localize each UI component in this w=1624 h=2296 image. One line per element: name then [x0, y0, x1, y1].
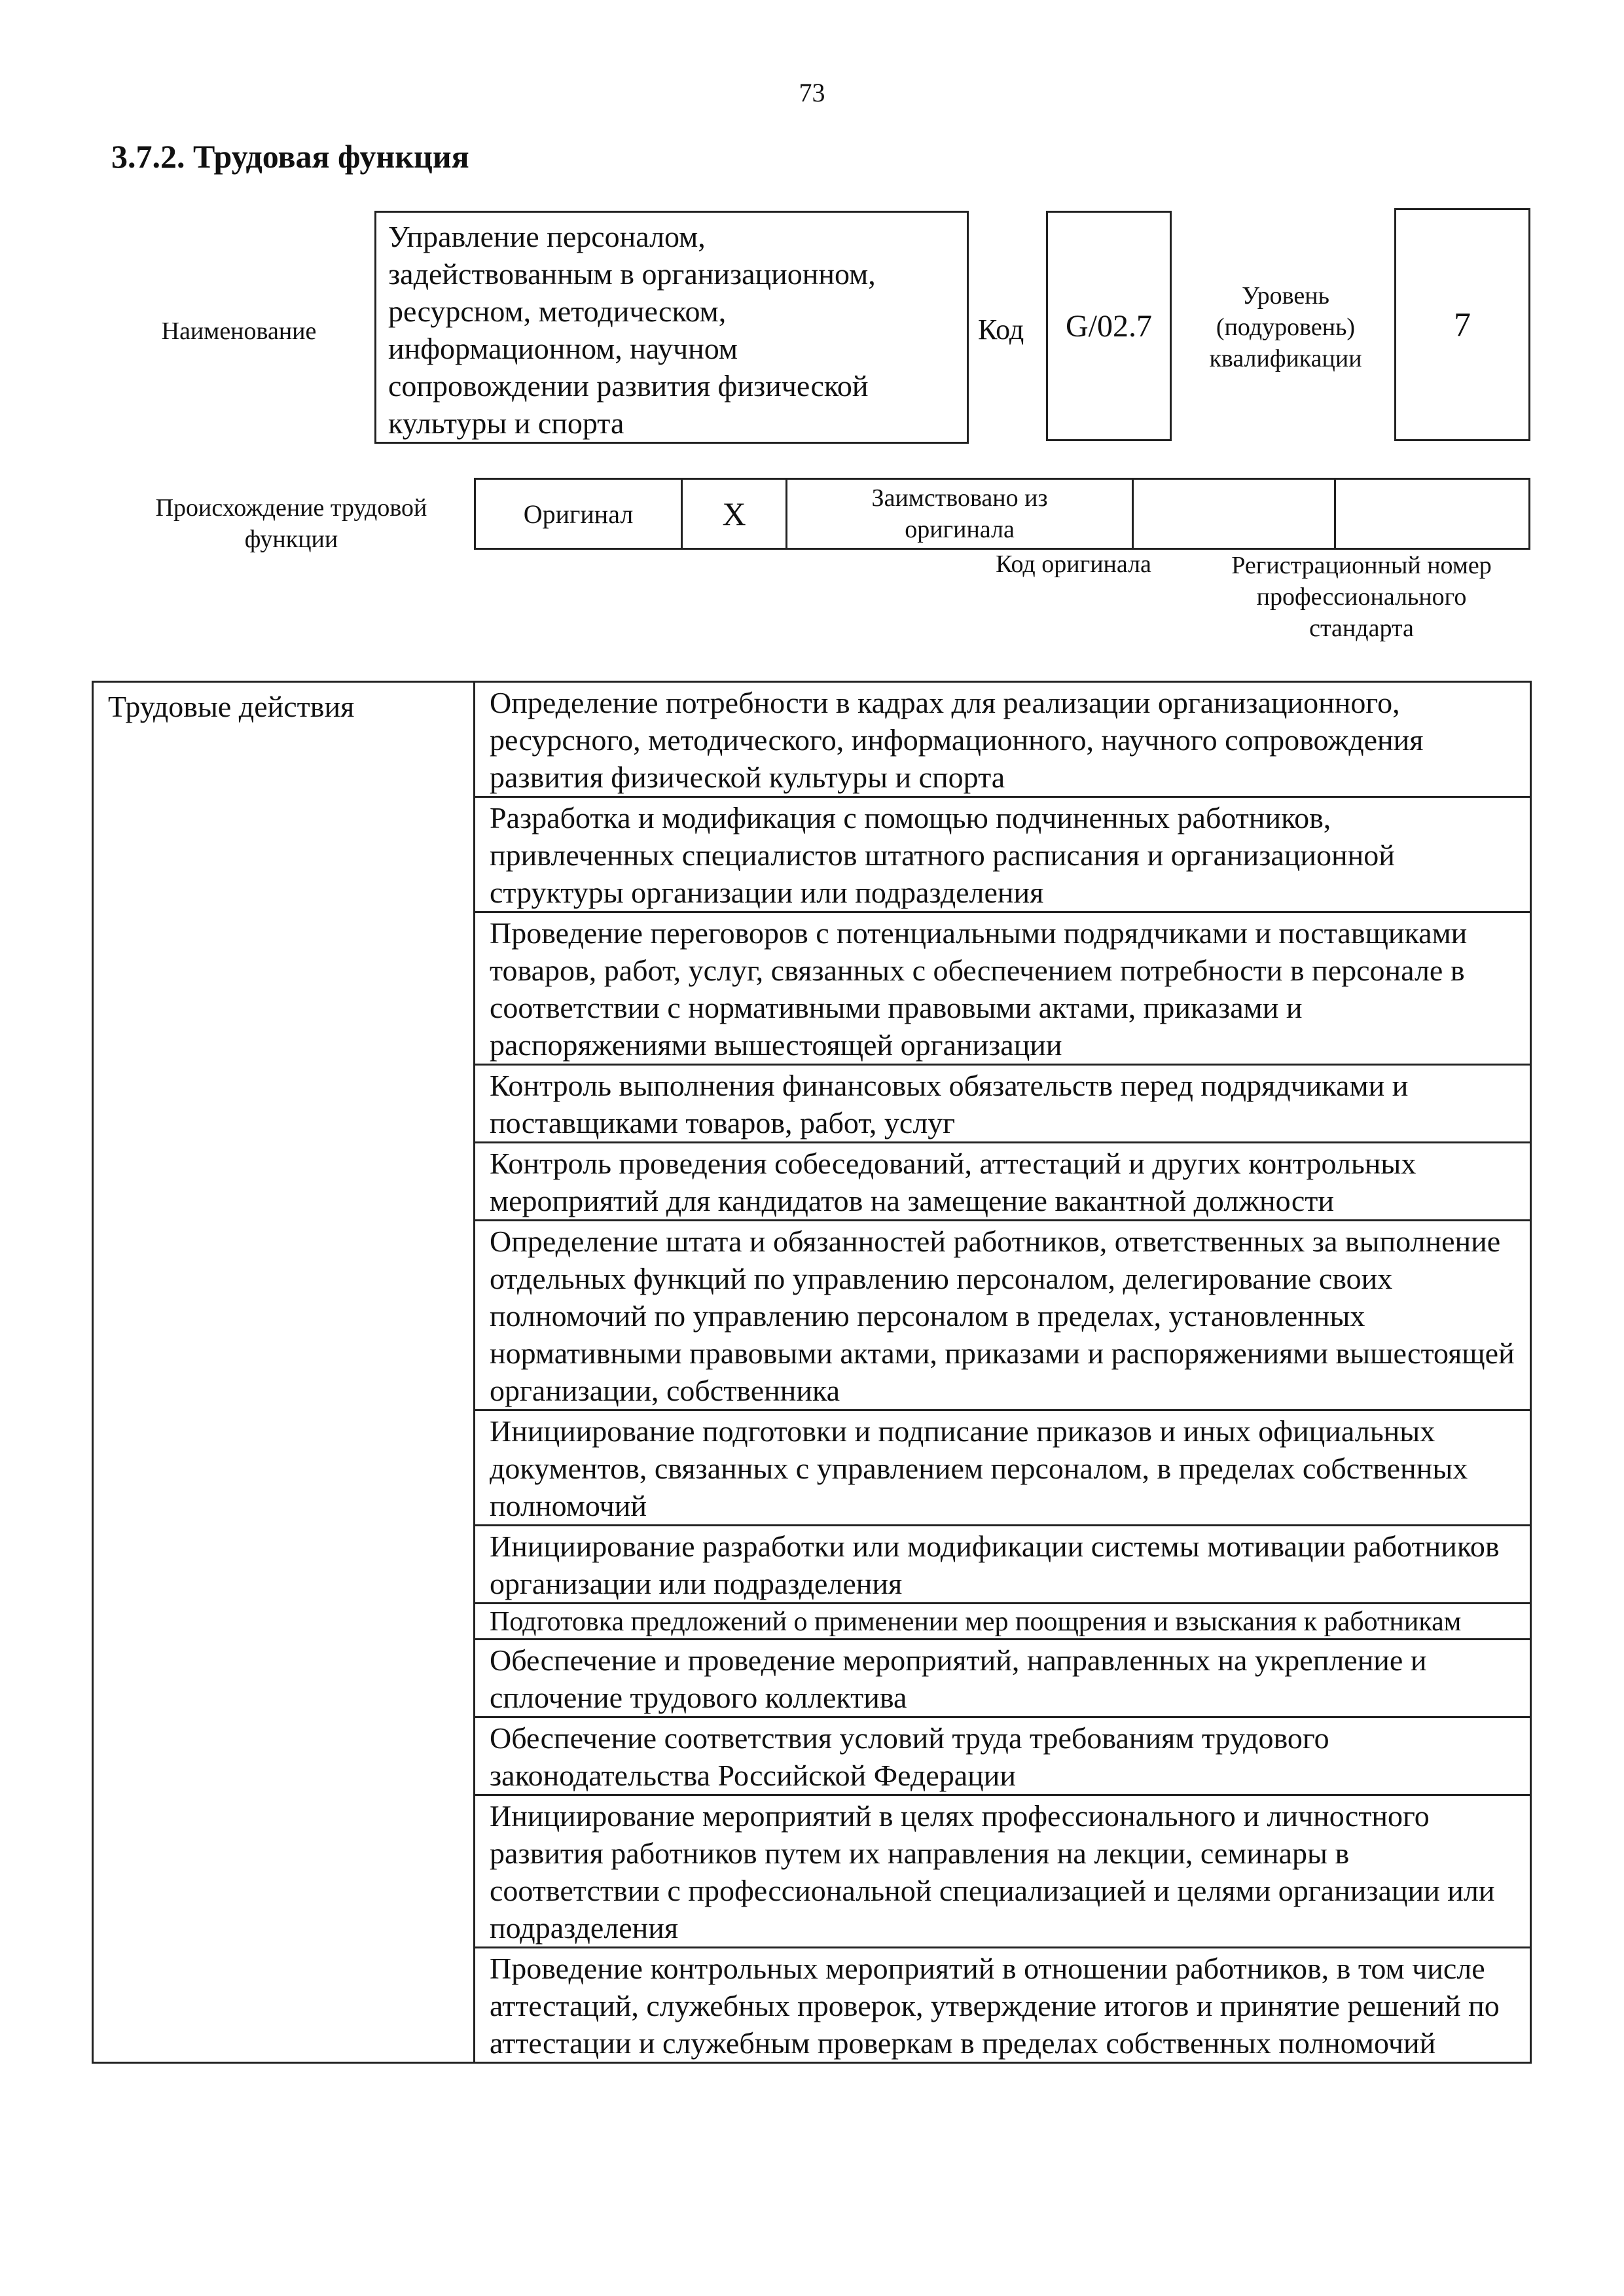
level-label-line: Уровень [1242, 282, 1329, 310]
code-label: Код [978, 314, 1024, 346]
table-row [93, 682, 1531, 797]
code-value-box [1046, 211, 1172, 441]
labor-actions-header: Трудовые действия [93, 682, 475, 2063]
original-mark: X [683, 480, 787, 548]
labor-action-item: Определение штата и обязанностей работников, ответственных за выполнение отдельных функций по управлению персоналом, делегирование своих полномочий по управлению персоналом в пределах, установленных нормативными правовыми актами, приказами и распоряжениями вышестоящей организации, собственника [475, 1221, 1531, 1410]
labor-action-item: Проведение переговоров с потенциальными подрядчиками и поставщиками товаров, работ, услуг, связанных с обеспечением потребности в персонале в соответствии с нормативными правовыми актами, приказами и распоряжениями вышестоящей организации [475, 912, 1531, 1065]
labor-action-item: Подготовка предложений о применении мер поощрения и взыскания к работникам [475, 1604, 1531, 1640]
labor-action-item: Определение потребности в кадрах для реализации организационного, ресурсного, методического, информационного, научного сопровождения развития физической культуры и спорта [475, 682, 1531, 797]
borrowed-label [787, 480, 1132, 548]
code-original-label: Код оригинала [996, 550, 1151, 578]
reg-number-label-line: Регистрационный номер [1231, 552, 1492, 579]
labor-action-item: Инициирование разработки или модификации системы мотивации работников организации или подразделения [475, 1526, 1531, 1604]
original-label: Оригинал [476, 480, 683, 548]
reg-number-cell [1336, 480, 1530, 548]
name-label: Наименование [161, 317, 317, 345]
level-label [1187, 280, 1384, 374]
page-number: 73 [799, 78, 825, 107]
function-name-line: Управление персоналом, [388, 220, 706, 253]
function-name-line: информационном, научном [388, 332, 738, 365]
level-label-line: квалификации [1209, 345, 1362, 372]
labor-actions-table [92, 681, 1532, 2064]
borrowed-label-line: Заимствовано из [871, 484, 1048, 512]
labor-action-item: Контроль выполнения финансовых обязательств перед подрядчиками и поставщиками товаров, работ, услуг [475, 1065, 1531, 1143]
function-name-line: ресурсном, методическом, [388, 295, 727, 328]
labor-action-item: Инициирование подготовки и подписание приказов и иных официальных документов, связанных с управлением персоналом, в пределах собственных полномочий [475, 1410, 1531, 1526]
level-value: 7 [1454, 306, 1471, 344]
origin-label-line: Происхождение трудовой [155, 494, 427, 522]
function-name-box [374, 211, 969, 444]
labor-action-item: Инициирование мероприятий в целях профессионального и личностного развития работников путем их направления на лекции, семинары в соответствии с профессиональной специализацией и целями организации или подразделения [475, 1795, 1531, 1948]
reg-number-label-line: профессионального [1256, 583, 1467, 611]
function-name-line: культуры и спорта [388, 406, 624, 440]
borrowed-label-line: оригинала [905, 516, 1015, 543]
section-title: 3.7.2. Трудовая функция [111, 138, 469, 175]
reg-number-label-line: стандарта [1309, 615, 1414, 642]
labor-action-item: Разработка и модификация с помощью подчиненных работников, привлеченных специалистов штатного расписания и организационной структуры организации или подразделения [475, 797, 1531, 912]
code-value: G/02.7 [1066, 308, 1152, 344]
labor-action-item: Контроль проведения собеседований, аттестаций и других контрольных мероприятий для кандидатов на замещение вакантной должности [475, 1143, 1531, 1221]
function-name-line: задействованным в организационном, [388, 257, 876, 291]
level-label-line: (подуровень) [1216, 314, 1356, 341]
reg-number-label [1191, 550, 1532, 644]
origin-label-line: функции [244, 526, 338, 553]
level-value-box [1394, 208, 1530, 441]
origin-label [131, 492, 452, 555]
labor-action-item: Обеспечение соответствия условий труда требованиям трудового законодательства Российской Федерации [475, 1717, 1531, 1795]
labor-action-item: Проведение контрольных мероприятий в отношении работников, в том числе аттестаций, служебных проверок, утверждение итогов и принятие решений по аттестации и служебным проверкам в пределах собственных полномочий [475, 1948, 1531, 2063]
labor-action-item: Обеспечение и проведение мероприятий, направленных на укрепление и сплочение трудового коллектива [475, 1640, 1531, 1717]
origin-row [474, 478, 1530, 550]
function-name-line: сопровождении развития физической [388, 369, 869, 403]
original-code-cell [1132, 480, 1336, 548]
